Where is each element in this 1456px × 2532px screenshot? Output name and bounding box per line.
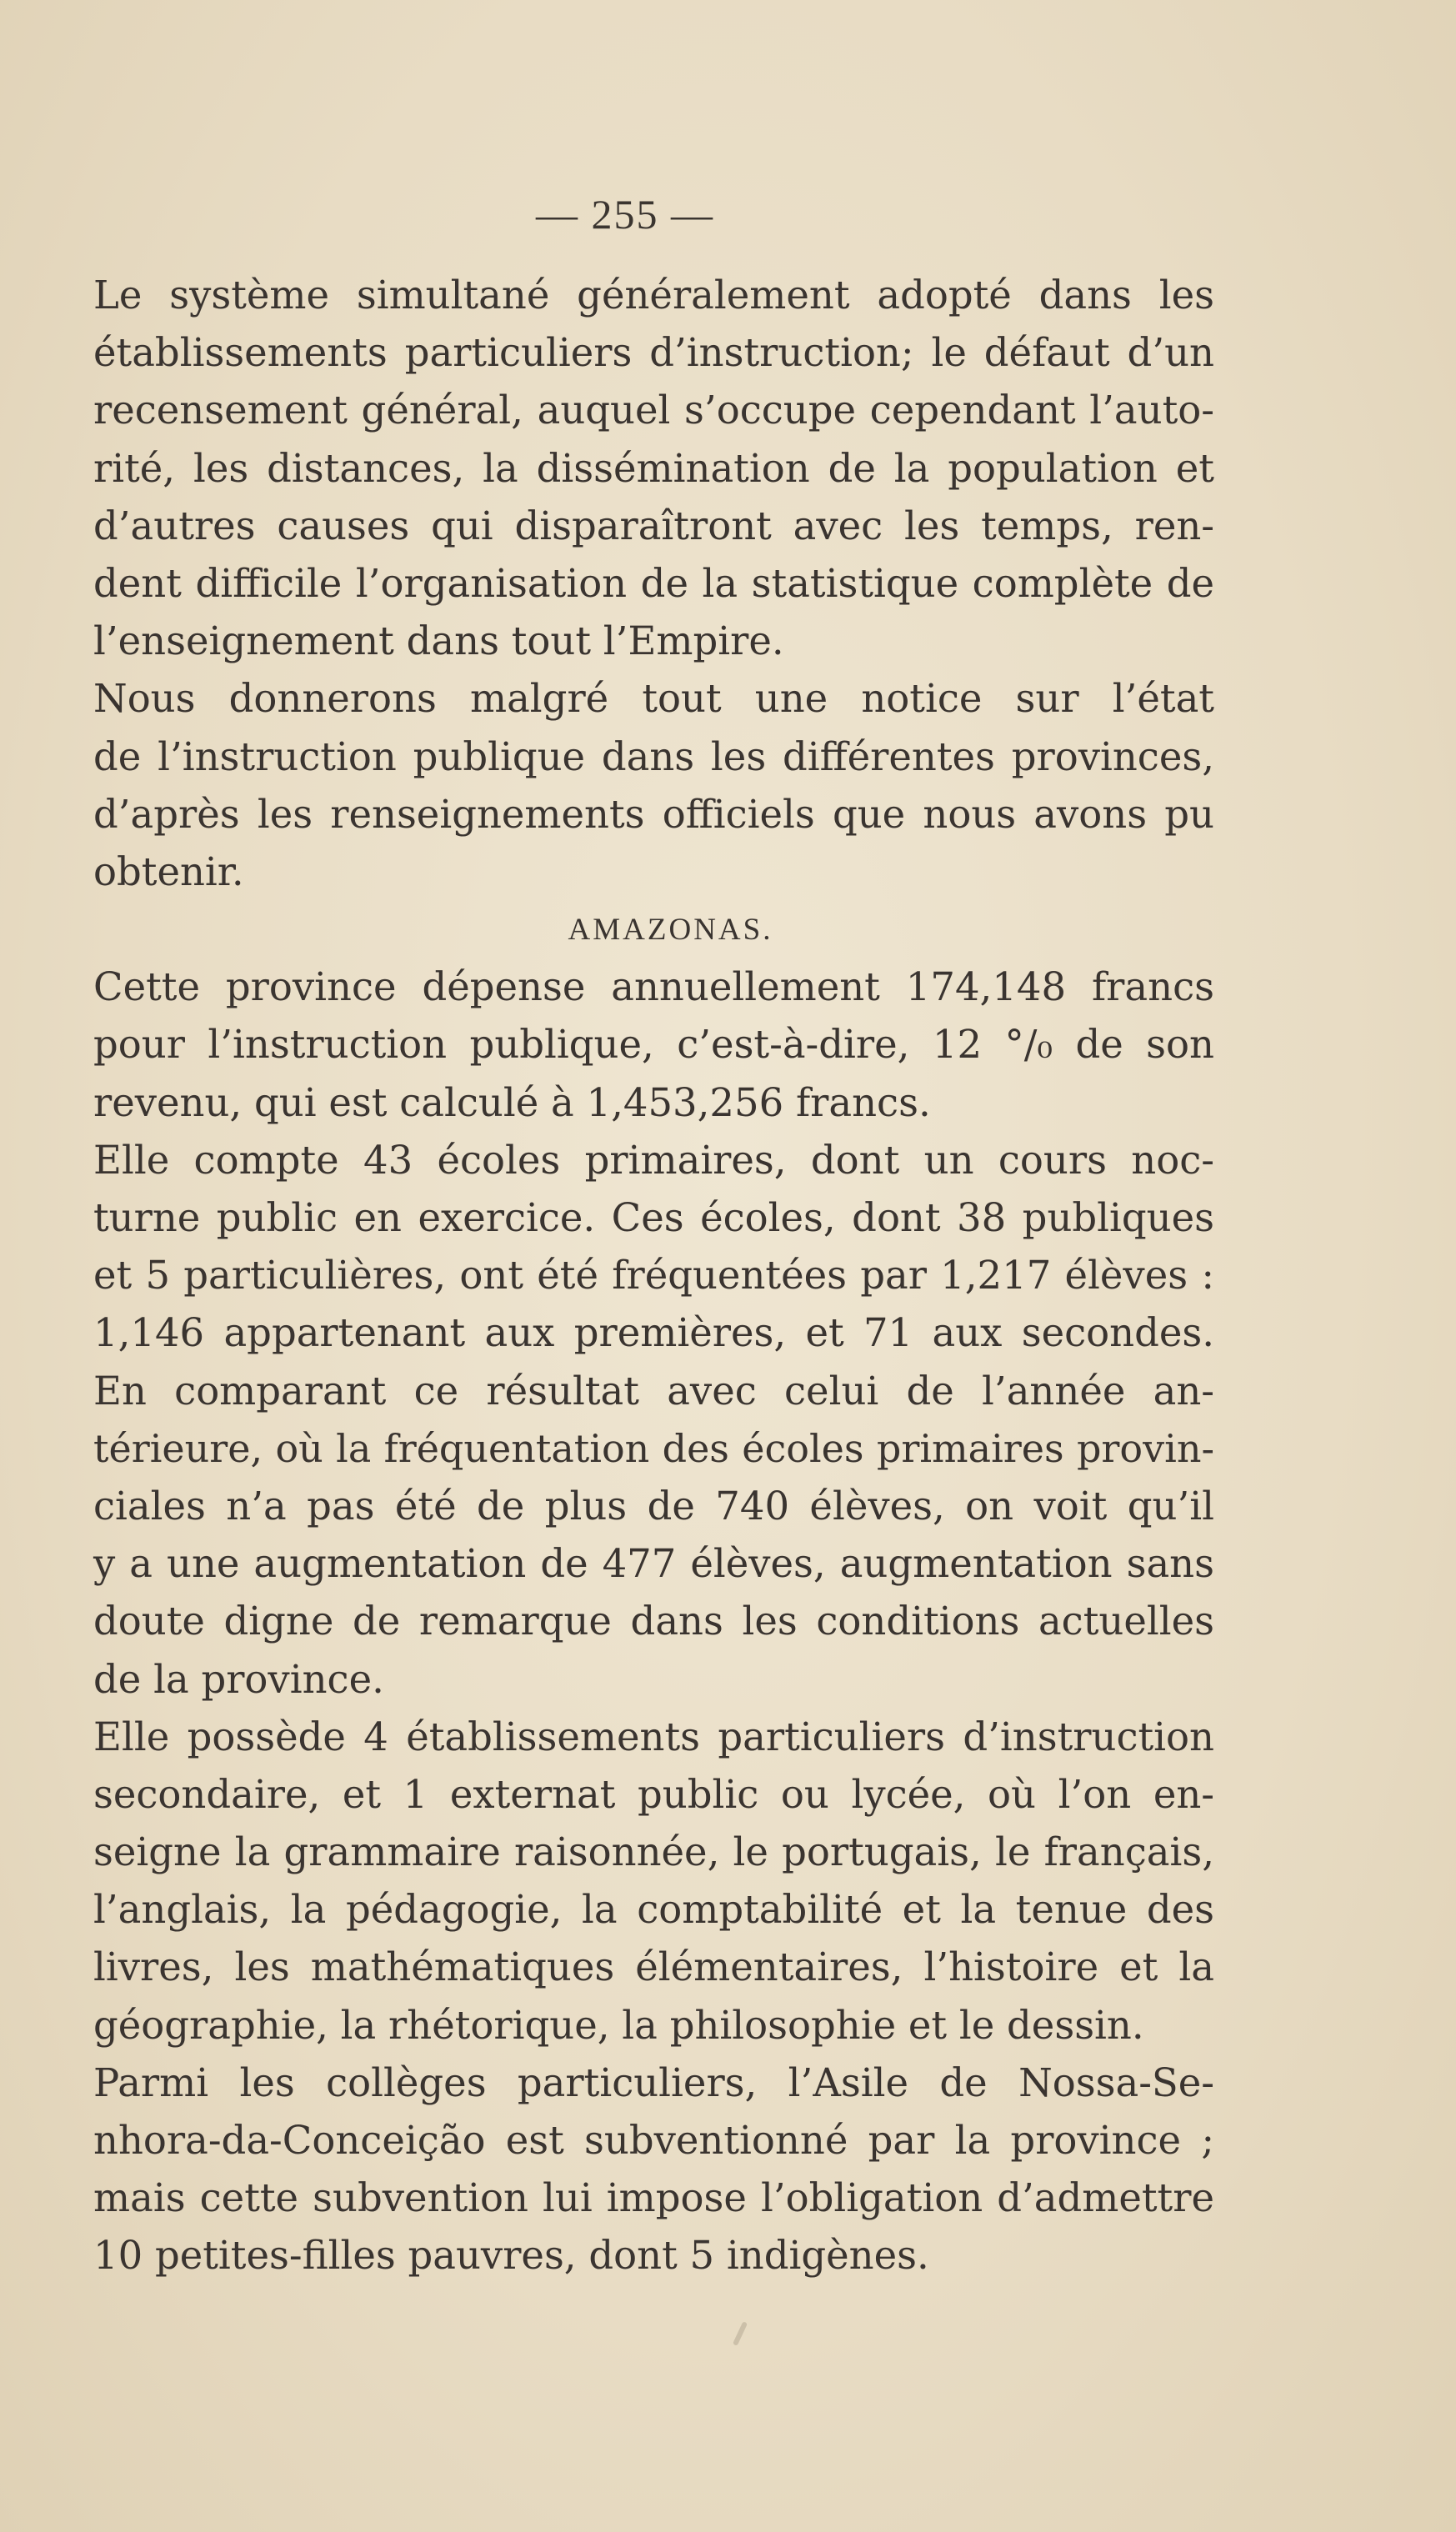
text-line: Elle compte 43 écoles primaires, dont un cours noc- [93, 1137, 1214, 1183]
text-line: turne public en exercice. Ces écoles, dont 38 publiques [93, 1195, 1214, 1240]
text-line: mais cette subvention lui impose l’obligation d’admettre [93, 2175, 1214, 2221]
text-line: doute digne de remarque dans les conditions actuelles [93, 1599, 1214, 1644]
text-line: livres, les mathématiques élémentaires, l’histoire et la [93, 1944, 1214, 1990]
text-line: rité, les distances, la dissémination de la population et [93, 445, 1214, 491]
text-line: Le système simultané généralement adopté dans les [93, 273, 1214, 318]
text-line: pour l’instruction publique, c’est-à-dire, 12 °/₀ de son [93, 1022, 1214, 1068]
text-line: de la province. [93, 1656, 384, 1702]
text-line: revenu, qui est calculé à 1,453,256 francs. [93, 1079, 931, 1125]
text-line: l’enseignement dans tout l’Empire. [93, 618, 784, 664]
ink-smudge [733, 2321, 748, 2346]
text-line: Elle possède 4 établissements particuliers d’instruction [93, 1714, 1214, 1759]
text-line: recensement général, auquel s’occupe cependant l’auto- [93, 388, 1214, 433]
text-line: ciales n’a pas été de plus de 740 élèves, on voit qu’il [93, 1483, 1214, 1529]
text-line: y a une augmentation de 477 élèves, augmentation sans [93, 1541, 1214, 1587]
text-line: 1,146 appartenant aux premières, et 71 aux secondes. [93, 1310, 1214, 1356]
text-line: En comparant ce résultat avec celui de l’année an- [93, 1368, 1214, 1414]
text-line: Cette province dépense annuellement 174,148 francs [93, 964, 1214, 1010]
text-line: et 5 particulières, ont été fréquentées par 1,217 élèves : [93, 1253, 1214, 1299]
text-line: seigne la grammaire raisonnée, le portugais, le français, [93, 1829, 1214, 1875]
text-line: géographie, la rhétorique, la philosophie et le dessin. [93, 2002, 1144, 2048]
text-line: nhora-da-Conceição est subventionné par la province ; [93, 2118, 1214, 2163]
text-line: établissements particuliers d’instruction; le défaut d’un [93, 330, 1214, 376]
text-line: dent difficile l’organisation de la statistique complète de [93, 560, 1214, 606]
body-text [93, 267, 1214, 2285]
text-line: d’autres causes qui disparaîtront avec les temps, ren- [93, 503, 1214, 548]
text-line: Nous donnerons malgré tout une notice sur l’état [93, 676, 1214, 722]
text-line: secondaire, et 1 externat public ou lycée, où l’on en- [93, 1771, 1214, 1817]
page-number: — 255 — [536, 191, 714, 238]
text-line: Parmi les collèges particuliers, l’Asile de Nossa-Se- [93, 2059, 1214, 2105]
text-line: 10 petites-filles pauvres, dont 5 indigènes. [93, 2233, 929, 2279]
text-line: térieure, où la fréquentation des écoles primaires provin- [93, 1425, 1214, 1471]
text-line: de l’instruction publique dans les différentes provinces, [93, 733, 1214, 779]
text-line: l’anglais, la pédagogie, la comptabilité et la tenue des [93, 1887, 1214, 1933]
section-heading: AMAZONAS. [568, 913, 773, 948]
text-line: obtenir. [93, 848, 244, 894]
text-line: d’après les renseignements officiels que nous avons pu [93, 791, 1214, 837]
